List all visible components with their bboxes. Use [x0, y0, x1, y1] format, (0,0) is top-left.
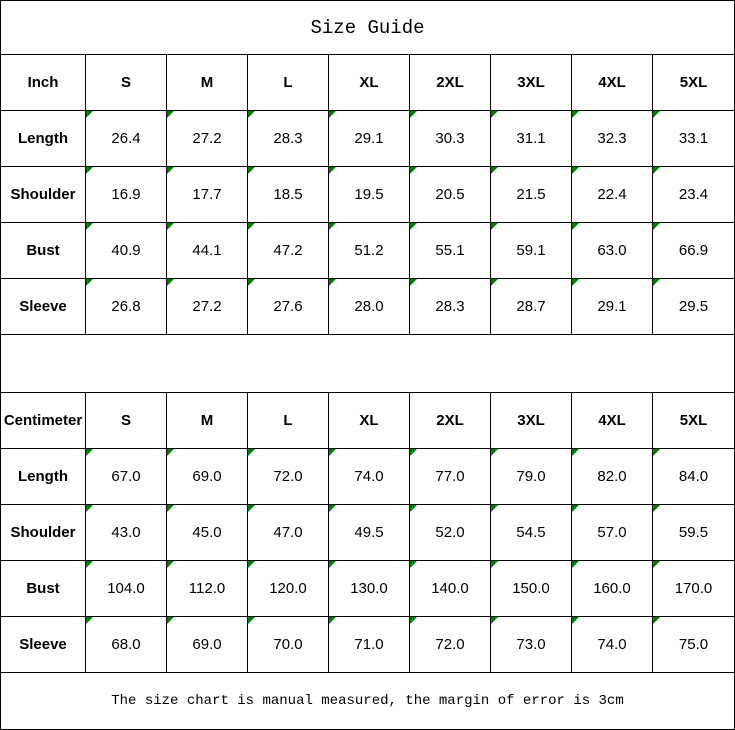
cell-flag-icon — [248, 505, 255, 512]
size-header-cell: S — [86, 55, 167, 111]
cell-flag-icon — [167, 561, 174, 568]
value-text: 120.0 — [269, 580, 307, 597]
size-header-cell: S — [86, 393, 167, 449]
row-label-cell: Length — [1, 449, 86, 505]
cell-flag-icon — [86, 561, 93, 568]
value-text: 160.0 — [593, 580, 631, 597]
cell-flag-icon — [329, 505, 336, 512]
size-header-cell: M — [167, 393, 248, 449]
cell-flag-icon — [167, 223, 174, 230]
cell-flag-icon — [572, 223, 579, 230]
value-text: 32.3 — [597, 130, 627, 147]
value-cell — [86, 505, 167, 561]
page-title: Size Guide — [1, 1, 734, 55]
cell-flag-icon — [86, 111, 93, 118]
cell-flag-icon — [329, 279, 336, 286]
cell-flag-icon — [491, 561, 498, 568]
size-header-cell: 2XL — [410, 55, 491, 111]
value-text: 104.0 — [107, 580, 145, 597]
value-text: 71.0 — [354, 636, 384, 653]
cell-flag-icon — [410, 617, 417, 624]
value-cell — [167, 449, 248, 505]
value-cell — [410, 561, 491, 617]
value-text: 150.0 — [512, 580, 550, 597]
row-label-cell: Bust — [1, 561, 86, 617]
value-cell — [572, 111, 653, 167]
size-header-cell: 4XL — [572, 393, 653, 449]
cell-flag-icon — [572, 561, 579, 568]
value-text: 29.1 — [597, 298, 627, 315]
value-text: 66.9 — [678, 242, 709, 259]
value-text: 26.4 — [111, 130, 141, 147]
cell-flag-icon — [248, 223, 255, 230]
value-cell — [410, 505, 491, 561]
cell-flag-icon — [86, 617, 93, 624]
cell-flag-icon — [572, 617, 579, 624]
value-text: 16.9 — [111, 186, 141, 203]
value-cell — [572, 505, 653, 561]
size-header-cell: 5XL — [653, 55, 734, 111]
size-header-cell: 4XL — [572, 55, 653, 111]
value-cell — [491, 561, 572, 617]
value-cell — [491, 223, 572, 279]
value-text: 63.0 — [597, 242, 627, 259]
cell-flag-icon — [167, 505, 174, 512]
value-cell — [491, 167, 572, 223]
cell-flag-icon — [410, 505, 417, 512]
value-text: 31.1 — [516, 130, 546, 147]
value-cell — [410, 111, 491, 167]
cell-flag-icon — [248, 617, 255, 624]
cell-flag-icon — [167, 167, 174, 174]
cell-flag-icon — [329, 111, 336, 118]
cell-flag-icon — [86, 167, 93, 174]
row-label-cell: Shoulder — [1, 505, 86, 561]
value-cell — [248, 617, 329, 673]
cell-flag-icon — [167, 111, 174, 118]
cell-flag-icon — [410, 561, 417, 568]
value-cell — [572, 561, 653, 617]
cell-flag-icon — [329, 561, 336, 568]
value-text: 69.0 — [192, 636, 222, 653]
value-cell — [167, 279, 248, 335]
cell-flag-icon — [572, 449, 579, 456]
value-cell — [410, 449, 491, 505]
value-text: 70.0 — [273, 636, 303, 653]
value-cell — [491, 617, 572, 673]
value-cell — [167, 561, 248, 617]
value-text: 68.0 — [111, 636, 141, 653]
cell-flag-icon — [248, 561, 255, 568]
value-text: 27.2 — [192, 298, 222, 315]
cell-flag-icon — [410, 279, 417, 286]
cell-flag-icon — [653, 449, 660, 456]
value-text: 27.6 — [273, 298, 303, 315]
value-cell — [86, 617, 167, 673]
unit-header-cell-centimeter: Centimeter — [1, 393, 86, 449]
value-cell — [572, 279, 653, 335]
value-cell — [86, 449, 167, 505]
value-cell — [167, 111, 248, 167]
value-cell — [572, 449, 653, 505]
value-cell — [410, 279, 491, 335]
value-text: 112.0 — [188, 580, 226, 597]
value-text: 28.3 — [435, 298, 465, 315]
value-text: 27.2 — [192, 130, 222, 147]
value-cell — [572, 167, 653, 223]
size-header-cell: L — [248, 393, 329, 449]
footer-note: The size chart is manual measured, the margin of error is 3cm — [111, 693, 624, 709]
value-text: 44.1 — [192, 242, 222, 259]
value-text: 84.0 — [678, 468, 709, 485]
value-text: 73.0 — [516, 636, 546, 653]
cell-flag-icon — [86, 223, 93, 230]
value-cell — [248, 223, 329, 279]
row-label-cell: Sleeve — [1, 279, 86, 335]
cell-flag-icon — [653, 279, 660, 286]
value-cell — [329, 279, 410, 335]
value-text: 72.0 — [435, 636, 465, 653]
value-text: 40.9 — [111, 242, 141, 259]
value-text: 19.5 — [354, 186, 384, 203]
value-cell — [653, 223, 734, 279]
cell-flag-icon — [410, 449, 417, 456]
value-cell — [167, 223, 248, 279]
cell-flag-icon — [653, 561, 660, 568]
value-cell — [329, 111, 410, 167]
cell-flag-icon — [329, 617, 336, 624]
value-cell — [653, 449, 734, 505]
value-cell — [167, 505, 248, 561]
size-header-cell: 3XL — [491, 55, 572, 111]
value-text: 52.0 — [435, 524, 465, 541]
row-label-cell: Shoulder — [1, 167, 86, 223]
value-cell — [329, 617, 410, 673]
value-text: 43.0 — [111, 524, 141, 541]
cell-flag-icon — [86, 505, 93, 512]
row-label-cell: Length — [1, 111, 86, 167]
value-text: 47.0 — [273, 524, 303, 541]
size-header-cell: 3XL — [491, 393, 572, 449]
value-text: 26.8 — [111, 298, 141, 315]
cell-flag-icon — [329, 223, 336, 230]
value-cell — [248, 449, 329, 505]
value-cell — [653, 617, 734, 673]
value-cell — [410, 223, 491, 279]
value-text: 79.0 — [516, 468, 546, 485]
value-text: 74.0 — [597, 636, 627, 653]
cell-flag-icon — [491, 111, 498, 118]
cell-flag-icon — [410, 167, 417, 174]
row-label-cell: Sleeve — [1, 617, 86, 673]
value-cell — [329, 449, 410, 505]
cell-flag-icon — [410, 111, 417, 118]
value-cell — [86, 111, 167, 167]
value-text: 17.7 — [192, 186, 222, 203]
value-text: 18.5 — [273, 186, 303, 203]
value-cell — [329, 167, 410, 223]
value-text: 59.1 — [516, 242, 546, 259]
value-text: 55.1 — [435, 242, 465, 259]
value-text: 28.7 — [516, 298, 546, 315]
cell-flag-icon — [653, 505, 660, 512]
value-cell — [653, 167, 734, 223]
value-text: 23.4 — [678, 186, 709, 203]
value-text: 54.5 — [516, 524, 546, 541]
cell-flag-icon — [491, 279, 498, 286]
table-spacer — [1, 335, 734, 393]
cell-flag-icon — [86, 449, 93, 456]
value-cell — [86, 279, 167, 335]
value-cell — [167, 617, 248, 673]
value-cell — [410, 617, 491, 673]
value-text: 29.1 — [354, 130, 384, 147]
value-cell — [653, 279, 734, 335]
size-header-cell: XL — [329, 393, 410, 449]
value-text: 130.0 — [350, 580, 388, 597]
row-label-cell: Bust — [1, 223, 86, 279]
cell-flag-icon — [653, 617, 660, 624]
value-text: 75.0 — [678, 636, 709, 653]
value-cell — [653, 111, 734, 167]
value-text: 74.0 — [354, 468, 384, 485]
value-cell — [329, 223, 410, 279]
value-text: 28.0 — [354, 298, 384, 315]
cell-flag-icon — [410, 223, 417, 230]
size-header-cell: 2XL — [410, 393, 491, 449]
value-cell — [86, 223, 167, 279]
cell-flag-icon — [248, 111, 255, 118]
value-text: 51.2 — [354, 242, 384, 259]
cell-flag-icon — [248, 279, 255, 286]
cell-flag-icon — [491, 223, 498, 230]
value-text: 30.3 — [435, 130, 465, 147]
value-text: 45.0 — [192, 524, 222, 541]
cell-flag-icon — [167, 617, 174, 624]
cell-flag-icon — [653, 111, 660, 118]
value-text: 69.0 — [192, 468, 222, 485]
value-text: 28.3 — [273, 130, 303, 147]
value-cell — [248, 561, 329, 617]
size-header-cell: 5XL — [653, 393, 734, 449]
size-header-cell: M — [167, 55, 248, 111]
value-text: 59.5 — [678, 524, 709, 541]
cell-flag-icon — [329, 449, 336, 456]
value-cell — [86, 561, 167, 617]
size-header-cell: XL — [329, 55, 410, 111]
unit-header-cell-inch: Inch — [1, 55, 86, 111]
cell-flag-icon — [329, 167, 336, 174]
value-cell — [572, 617, 653, 673]
cell-flag-icon — [572, 279, 579, 286]
cell-flag-icon — [491, 505, 498, 512]
cell-flag-icon — [653, 223, 660, 230]
value-cell — [491, 111, 572, 167]
cell-flag-icon — [653, 167, 660, 174]
value-text: 20.5 — [435, 186, 465, 203]
value-text: 47.2 — [273, 242, 303, 259]
value-cell — [572, 223, 653, 279]
cell-flag-icon — [248, 167, 255, 174]
value-cell — [248, 505, 329, 561]
value-cell — [329, 561, 410, 617]
value-cell — [167, 167, 248, 223]
cell-flag-icon — [167, 279, 174, 286]
size-header-cell: L — [248, 55, 329, 111]
value-cell — [653, 505, 734, 561]
cell-flag-icon — [572, 167, 579, 174]
value-cell — [491, 279, 572, 335]
value-text: 67.0 — [111, 468, 141, 485]
cell-flag-icon — [572, 111, 579, 118]
value-text: 29.5 — [678, 298, 709, 315]
value-cell — [248, 279, 329, 335]
cell-flag-icon — [167, 449, 174, 456]
value-text: 170.0 — [674, 580, 713, 597]
value-text: 140.0 — [431, 580, 469, 597]
cell-flag-icon — [572, 505, 579, 512]
value-cell — [491, 449, 572, 505]
value-text: 77.0 — [435, 468, 465, 485]
cell-flag-icon — [86, 279, 93, 286]
value-text: 57.0 — [597, 524, 627, 541]
value-cell — [491, 505, 572, 561]
value-text: 82.0 — [597, 468, 627, 485]
cell-flag-icon — [491, 449, 498, 456]
value-cell — [329, 505, 410, 561]
value-cell — [248, 167, 329, 223]
cell-flag-icon — [248, 449, 255, 456]
value-cell — [86, 167, 167, 223]
cell-flag-icon — [491, 167, 498, 174]
value-text: 22.4 — [597, 186, 627, 203]
value-cell — [653, 561, 734, 617]
value-text: 49.5 — [354, 524, 384, 541]
cell-flag-icon — [491, 617, 498, 624]
value-text: 33.1 — [678, 130, 709, 147]
value-cell — [410, 167, 491, 223]
value-text: 72.0 — [273, 468, 303, 485]
value-text: 21.5 — [516, 186, 546, 203]
value-cell — [248, 111, 329, 167]
